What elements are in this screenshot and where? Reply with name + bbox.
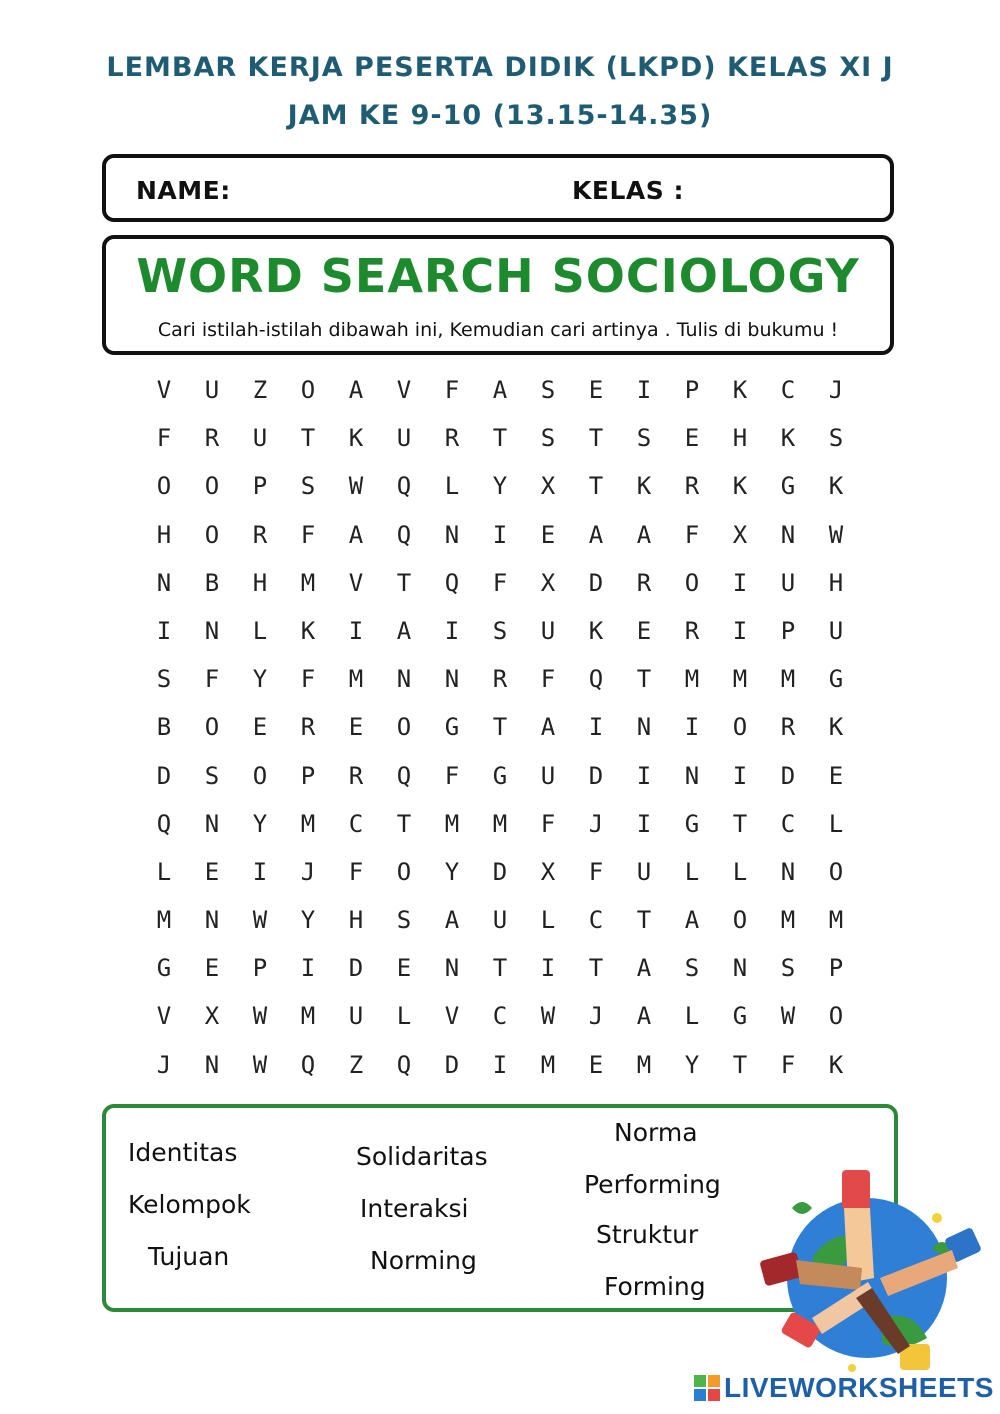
- grid-letter: Q: [396, 472, 412, 501]
- grid-row: [140, 655, 860, 703]
- grid-letter: I: [636, 809, 652, 838]
- grid-letter: S: [540, 424, 556, 453]
- grid-letter: N: [444, 520, 460, 549]
- grid-letter: Y: [300, 906, 316, 935]
- grid-letter: S: [684, 954, 700, 983]
- grid-letter: M: [444, 809, 460, 838]
- grid-letter: R: [300, 713, 316, 742]
- grid-letter: M: [300, 568, 316, 597]
- worksheet-header-line2: JAM KE 9-10 (13.15-14.35): [287, 100, 713, 131]
- grid-row: [140, 848, 860, 896]
- grid-letter: H: [828, 568, 844, 597]
- grid-letter: J: [588, 809, 604, 838]
- grid-letter: R: [636, 568, 652, 597]
- grid-letter: K: [300, 616, 316, 645]
- grid-letter: H: [252, 568, 268, 597]
- grid-letter: K: [588, 616, 604, 645]
- grid-letter: N: [444, 665, 460, 694]
- grid-letter: O: [156, 472, 172, 501]
- grid-letter: N: [780, 857, 796, 886]
- grid-letter: I: [300, 954, 316, 983]
- grid-letter: N: [396, 665, 412, 694]
- grid-letter: O: [204, 472, 220, 501]
- grid-letter: U: [252, 424, 268, 453]
- grid-letter: S: [204, 761, 220, 790]
- grid-letter: I: [684, 713, 700, 742]
- grid-letter: T: [396, 568, 412, 597]
- grid-letter: M: [828, 906, 844, 935]
- grid-row: [140, 992, 860, 1040]
- grid-letter: W: [780, 1002, 796, 1031]
- grid-letter: X: [540, 568, 556, 597]
- grid-letter: Q: [396, 520, 412, 549]
- grid-letter: T: [732, 1050, 748, 1079]
- grid-letter: M: [780, 906, 796, 935]
- grid-letter: D: [780, 761, 796, 790]
- grid-row: [140, 703, 860, 751]
- grid-letter: S: [396, 906, 412, 935]
- grid-letter: L: [444, 472, 460, 501]
- grid-letter: I: [156, 616, 172, 645]
- grid-letter: R: [444, 424, 460, 453]
- grid-letter: P: [252, 954, 268, 983]
- grid-letter: R: [252, 520, 268, 549]
- grid-letter: N: [204, 809, 220, 838]
- grid-letter: N: [684, 761, 700, 790]
- grid-letter: N: [156, 568, 172, 597]
- grid-letter: J: [588, 1002, 604, 1031]
- grid-letter: X: [540, 857, 556, 886]
- grid-letter: S: [828, 424, 844, 453]
- grid-letter: M: [300, 1002, 316, 1031]
- grid-letter: Y: [252, 809, 268, 838]
- word-item: Identitas: [128, 1138, 238, 1167]
- kelas-label: KELAS :: [572, 176, 684, 205]
- word-item: Tujuan: [148, 1242, 230, 1271]
- grid-letter: I: [732, 568, 748, 597]
- grid-letter: V: [156, 376, 172, 404]
- grid-letter: I: [444, 616, 460, 645]
- grid-row: [140, 462, 860, 510]
- grid-letter: K: [780, 424, 796, 453]
- grid-letter: I: [588, 713, 604, 742]
- grid-letter: F: [780, 1050, 796, 1079]
- grid-letter: Q: [588, 665, 604, 694]
- grid-letter: F: [156, 424, 172, 453]
- grid-letter: C: [492, 1002, 508, 1031]
- grid-letter: K: [732, 376, 748, 404]
- grid-letter: L: [540, 906, 556, 935]
- grid-letter: I: [636, 761, 652, 790]
- word-item: Struktur: [596, 1220, 699, 1249]
- grid-letter: N: [732, 954, 748, 983]
- grid-letter: L: [732, 857, 748, 886]
- grid-letter: I: [492, 520, 508, 549]
- grid-letter: B: [204, 568, 220, 597]
- grid-letter: D: [444, 1050, 460, 1079]
- word-item: Performing: [584, 1170, 721, 1199]
- grid-letter: Y: [444, 857, 460, 886]
- grid-letter: A: [588, 520, 604, 549]
- grid-letter: S: [300, 472, 316, 501]
- grid-letter: E: [636, 616, 652, 645]
- grid-letter: F: [348, 857, 364, 886]
- grid-letter: B: [156, 713, 172, 742]
- grid-letter: P: [300, 761, 316, 790]
- grid-letter: N: [204, 1050, 220, 1079]
- grid-letter: M: [348, 665, 364, 694]
- grid-letter: S: [540, 376, 556, 404]
- liveworksheets-logo-icon: [694, 1375, 720, 1401]
- grid-letter: N: [780, 520, 796, 549]
- grid-letter: D: [492, 857, 508, 886]
- grid-letter: R: [204, 424, 220, 453]
- grid-letter: A: [396, 616, 412, 645]
- grid-letter: O: [828, 857, 844, 886]
- title-box: [102, 235, 894, 355]
- grid-letter: J: [828, 376, 844, 404]
- grid-letter: A: [636, 1002, 652, 1031]
- grid-letter: Y: [684, 1050, 700, 1079]
- grid-letter: Q: [396, 761, 412, 790]
- grid-row: [140, 1041, 860, 1089]
- grid-row: [140, 414, 860, 462]
- grid-letter: F: [204, 665, 220, 694]
- grid-letter: E: [396, 954, 412, 983]
- grid-letter: S: [636, 424, 652, 453]
- grid-letter: M: [300, 809, 316, 838]
- grid-letter: A: [348, 376, 364, 404]
- grid-letter: L: [396, 1002, 412, 1031]
- grid-letter: T: [636, 665, 652, 694]
- grid-letter: T: [492, 954, 508, 983]
- grid-letter: G: [444, 713, 460, 742]
- grid-letter: F: [540, 809, 556, 838]
- grid-letter: L: [252, 616, 268, 645]
- grid-letter: K: [732, 472, 748, 501]
- grid-letter: X: [732, 520, 748, 549]
- grid-letter: N: [636, 713, 652, 742]
- grid-letter: D: [588, 761, 604, 790]
- grid-letter: M: [492, 809, 508, 838]
- grid-letter: E: [540, 520, 556, 549]
- letter-grid: [140, 366, 860, 1086]
- grid-letter: M: [684, 665, 700, 694]
- grid-row: [140, 752, 860, 800]
- grid-row: [140, 559, 860, 607]
- grid-letter: K: [348, 424, 364, 453]
- grid-letter: F: [444, 376, 460, 404]
- grid-letter: E: [252, 713, 268, 742]
- grid-letter: W: [540, 1002, 556, 1031]
- grid-letter: O: [396, 857, 412, 886]
- grid-letter: T: [588, 424, 604, 453]
- word-search-title: WORD SEARCH SOCIOLOGY: [136, 249, 860, 303]
- grid-letter: J: [156, 1050, 172, 1079]
- grid-row: [140, 896, 860, 944]
- grid-letter: W: [348, 472, 364, 501]
- grid-letter: U: [540, 761, 556, 790]
- grid-letter: G: [492, 761, 508, 790]
- grid-letter: I: [348, 616, 364, 645]
- grid-row: [140, 511, 860, 559]
- grid-letter: U: [540, 616, 556, 645]
- grid-letter: W: [252, 1050, 268, 1079]
- grid-letter: R: [492, 665, 508, 694]
- grid-letter: M: [732, 665, 748, 694]
- liveworksheets-brand: LIVEWORKSHEETS: [724, 1372, 994, 1403]
- grid-letter: I: [636, 376, 652, 404]
- grid-letter: U: [828, 616, 844, 645]
- grid-letter: K: [828, 713, 844, 742]
- grid-letter: E: [828, 761, 844, 790]
- grid-letter: L: [684, 857, 700, 886]
- grid-letter: T: [588, 954, 604, 983]
- grid-letter: T: [588, 472, 604, 501]
- grid-letter: G: [780, 472, 796, 501]
- grid-letter: D: [156, 761, 172, 790]
- grid-letter: H: [348, 906, 364, 935]
- grid-letter: U: [396, 424, 412, 453]
- grid-letter: Q: [444, 568, 460, 597]
- grid-letter: F: [684, 520, 700, 549]
- grid-letter: O: [300, 376, 316, 404]
- grid-letter: W: [828, 520, 844, 549]
- grid-letter: W: [252, 906, 268, 935]
- grid-letter: E: [348, 713, 364, 742]
- grid-letter: M: [780, 665, 796, 694]
- grid-letter: E: [204, 857, 220, 886]
- grid-letter: L: [684, 1002, 700, 1031]
- grid-letter: L: [828, 809, 844, 838]
- grid-letter: R: [348, 761, 364, 790]
- grid-letter: L: [156, 857, 172, 886]
- grid-letter: I: [732, 761, 748, 790]
- grid-letter: J: [300, 857, 316, 886]
- grid-letter: M: [156, 906, 172, 935]
- name-label: NAME:: [136, 176, 231, 205]
- grid-letter: F: [300, 665, 316, 694]
- grid-letter: F: [300, 520, 316, 549]
- grid-letter: P: [780, 616, 796, 645]
- grid-letter: C: [780, 809, 796, 838]
- grid-letter: T: [732, 809, 748, 838]
- grid-letter: D: [588, 568, 604, 597]
- grid-letter: A: [540, 713, 556, 742]
- grid-letter: K: [636, 472, 652, 501]
- grid-letter: R: [684, 472, 700, 501]
- grid-letter: C: [780, 376, 796, 404]
- instructions-text: Cari istilah-istilah dibawah ini, Kemudian cari artinya . Tulis di bukumu !: [157, 319, 839, 341]
- grid-letter: E: [588, 1050, 604, 1079]
- grid-letter: E: [588, 376, 604, 404]
- grid-letter: O: [396, 713, 412, 742]
- grid-letter: G: [732, 1002, 748, 1031]
- grid-letter: P: [684, 376, 700, 404]
- grid-letter: Z: [348, 1050, 364, 1079]
- word-item: Interaksi: [360, 1194, 469, 1223]
- grid-letter: U: [204, 376, 220, 404]
- grid-letter: Z: [252, 376, 268, 404]
- grid-letter: U: [492, 906, 508, 935]
- name-kelas-box: [102, 154, 894, 222]
- grid-letter: Y: [252, 665, 268, 694]
- grid-letter: M: [636, 1050, 652, 1079]
- grid-letter: A: [684, 906, 700, 935]
- grid-letter: M: [540, 1050, 556, 1079]
- word-item: Norma: [614, 1118, 698, 1147]
- word-item: Kelompok: [128, 1190, 251, 1219]
- grid-letter: R: [780, 713, 796, 742]
- grid-letter: I: [492, 1050, 508, 1079]
- grid-letter: O: [204, 520, 220, 549]
- grid-letter: E: [204, 954, 220, 983]
- grid-letter: F: [588, 857, 604, 886]
- grid-letter: V: [156, 1002, 172, 1031]
- grid-letter: A: [444, 906, 460, 935]
- grid-letter: O: [204, 713, 220, 742]
- grid-letter: H: [732, 424, 748, 453]
- grid-letter: N: [444, 954, 460, 983]
- grid-letter: O: [732, 713, 748, 742]
- word-item: Forming: [604, 1272, 706, 1301]
- grid-letter: G: [828, 665, 844, 694]
- word-item: Solidaritas: [356, 1142, 488, 1171]
- grid-letter: I: [252, 857, 268, 886]
- grid-row: [140, 366, 860, 414]
- grid-letter: F: [540, 665, 556, 694]
- grid-letter: U: [348, 1002, 364, 1031]
- grid-letter: T: [300, 424, 316, 453]
- grid-row: [140, 800, 860, 848]
- grid-letter: G: [684, 809, 700, 838]
- grid-letter: U: [780, 568, 796, 597]
- grid-letter: P: [828, 954, 844, 983]
- grid-letter: A: [636, 954, 652, 983]
- grid-letter: T: [492, 424, 508, 453]
- grid-letter: R: [684, 616, 700, 645]
- worksheet-header-line1: LEMBAR KERJA PESERTA DIDIK (LKPD) KELAS XI J: [106, 52, 894, 83]
- grid-letter: I: [540, 954, 556, 983]
- grid-letter: P: [252, 472, 268, 501]
- grid-letter: G: [156, 954, 172, 983]
- grid-letter: S: [492, 616, 508, 645]
- grid-letter: S: [780, 954, 796, 983]
- grid-letter: Q: [300, 1050, 316, 1079]
- grid-letter: O: [684, 568, 700, 597]
- teamwork-hands-illustration: [752, 1168, 982, 1388]
- grid-letter: O: [252, 761, 268, 790]
- grid-row: [140, 944, 860, 992]
- grid-letter: Q: [396, 1050, 412, 1079]
- grid-letter: V: [444, 1002, 460, 1031]
- grid-letter: K: [828, 1050, 844, 1079]
- grid-letter: F: [492, 568, 508, 597]
- grid-letter: T: [396, 809, 412, 838]
- grid-letter: D: [348, 954, 364, 983]
- grid-letter: C: [588, 906, 604, 935]
- grid-letter: K: [828, 472, 844, 501]
- grid-letter: A: [348, 520, 364, 549]
- grid-letter: A: [492, 376, 508, 404]
- grid-row: [140, 607, 860, 655]
- grid-letter: N: [204, 616, 220, 645]
- grid-letter: T: [492, 713, 508, 742]
- grid-letter: W: [252, 1002, 268, 1031]
- grid-letter: T: [636, 906, 652, 935]
- grid-letter: O: [828, 1002, 844, 1031]
- grid-letter: S: [156, 665, 172, 694]
- grid-letter: V: [396, 376, 412, 404]
- grid-letter: X: [204, 1002, 220, 1031]
- grid-letter: Y: [492, 472, 508, 501]
- grid-letter: F: [444, 761, 460, 790]
- grid-letter: U: [636, 857, 652, 886]
- word-item: Norming: [370, 1246, 477, 1275]
- grid-letter: O: [732, 906, 748, 935]
- grid-letter: E: [684, 424, 700, 453]
- grid-letter: H: [156, 520, 172, 549]
- grid-letter: X: [540, 472, 556, 501]
- grid-letter: Q: [156, 809, 172, 838]
- grid-letter: V: [348, 568, 364, 597]
- grid-letter: A: [636, 520, 652, 549]
- liveworksheets-footer: [694, 1370, 994, 1406]
- grid-letter: N: [204, 906, 220, 935]
- grid-letter: C: [348, 809, 364, 838]
- grid-letter: I: [732, 616, 748, 645]
